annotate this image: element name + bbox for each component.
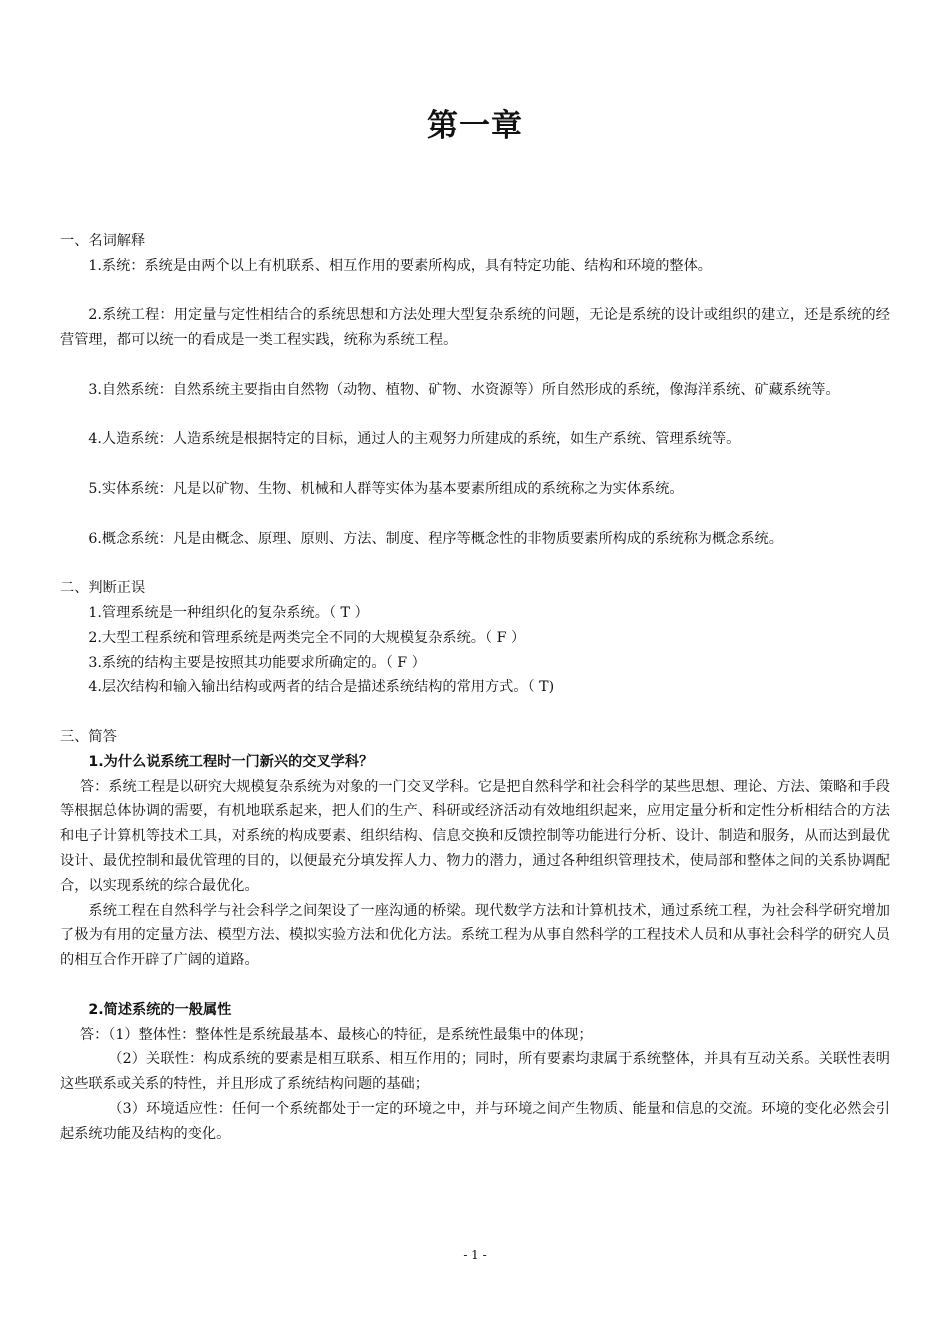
question-heading: 2.简述系统的一般属性 — [88, 1001, 232, 1018]
page-number: - 1 - — [463, 1248, 487, 1262]
true-false-item: 3.系统的结构主要是按照其功能要求所确定的。（ F ） — [88, 654, 426, 671]
spacer — [60, 700, 890, 725]
true-false-item: 4.层次结构和输入输出结构或两者的结合是描述系统结构的常用方式。（ T) — [88, 679, 555, 696]
term-definition: 4.人造系统：人造系统是根据特定的目标，通过人的主观努力所建成的系统，如生产系统、管理系统等。 — [88, 431, 741, 448]
answer-paragraph: 系统工程在自然科学与社会科学之间架设了一座沟通的桥梁。现代数学方法和计算机技术，通过系统工程，为社会科学研究增加了极为有用的定量方法、模型方法、模拟实验方法和优化方法。系统工程为从事自然科学的工程技术人员和从事社会科学的研究人员的相互合作开辟了广阔的道路。 — [60, 902, 890, 969]
term-definition: 5.实体系统：凡是以矿物、生物、机械和人群等实体为基本要素所组成的系统称之为实体系统。 — [88, 480, 684, 497]
section-heading-true-false: 二、判断正误 — [60, 580, 146, 597]
term-definition: 1.系统：系统是由两个以上有机联系、相互作用的要素所构成，具有特定功能、结构和环境的整体。 — [88, 257, 712, 274]
term-definition: 6.概念系统：凡是由概念、原理、原则、方法、制度、程序等概念性的非物质要素所构成的系统称为概念系统。 — [88, 530, 783, 547]
section-heading-short-answer: 三、简答 — [60, 728, 117, 745]
answer-paragraph: 答：（1）整体性：整体性是系统最基本、最核心的特征，是系统性最集中的体现； — [79, 1026, 593, 1043]
spacer — [60, 551, 890, 576]
question-heading: 1.为什么说系统工程时一门新兴的交叉学科？ — [88, 753, 374, 770]
answer-paragraph: （3）环境适应性：任何一个系统都处于一定的环境之中，并与环境之间产生物质、能量和信息的交流。环境的变化必然会引起系统功能及结构的变化。 — [60, 1100, 890, 1142]
chapter-title: 第一章 — [427, 108, 523, 144]
spacer — [60, 279, 890, 304]
document-body — [60, 229, 890, 1146]
spacer — [60, 973, 890, 998]
answer-paragraph: （2）关联性：构成系统的要素是相互联系、相互作用的；同时，所有要素均隶属于系统整体，并具有互动关系。关联性表明这些联系或关系的特性，并且形成了系统结构问题的基础； — [60, 1051, 890, 1093]
true-false-item: 1.管理系统是一种组织化的复杂系统。（ T ） — [88, 604, 369, 621]
term-definition: 2.系统工程：用定量与定性相结合的系统思想和方法处理大型复杂系统的问题，无论是系统的设计或组织的建立，还是系统的经营管理，都可以统一的看成是一类工程实践，统称为系统工程。 — [60, 307, 890, 349]
true-false-item: 2.大型工程系统和管理系统是两类完全不同的大规模复杂系统。（ F ） — [88, 629, 526, 646]
answer-paragraph: 答：系统工程是以研究大规模复杂系统为对象的一门交叉学科。它是把自然科学和社会科学的某些思想、理论、方法、策略和手段等根据总体协调的需要，有机地联系起来，把人们的生产、科研或经济活动有效地组织起来，应用定量分析和定性分析相结合的方法和电子计算机等技术工具，对系统的构成要素、组织结构、信息交换和反馈控制等功能进行分析、设计、制造和服务，从而达到最优设计、最优控制和最优管理的目的，以便最充分填发挥人力、物力的潜力，通过各种组织管理技术，使局部和整体之间的关系协调配合，以实现系统的综合最优化。 — [60, 778, 890, 894]
spacer — [60, 403, 890, 428]
spacer — [60, 452, 890, 477]
spacer — [60, 353, 890, 378]
term-definition: 3.自然系统：自然系统主要指由自然物（动物、植物、矿物、水资源等）所自然形成的系统，像海洋系统、矿藏系统等。 — [88, 381, 840, 398]
spacer — [60, 502, 890, 527]
section-heading-terms: 一、名词解释 — [60, 233, 146, 249]
